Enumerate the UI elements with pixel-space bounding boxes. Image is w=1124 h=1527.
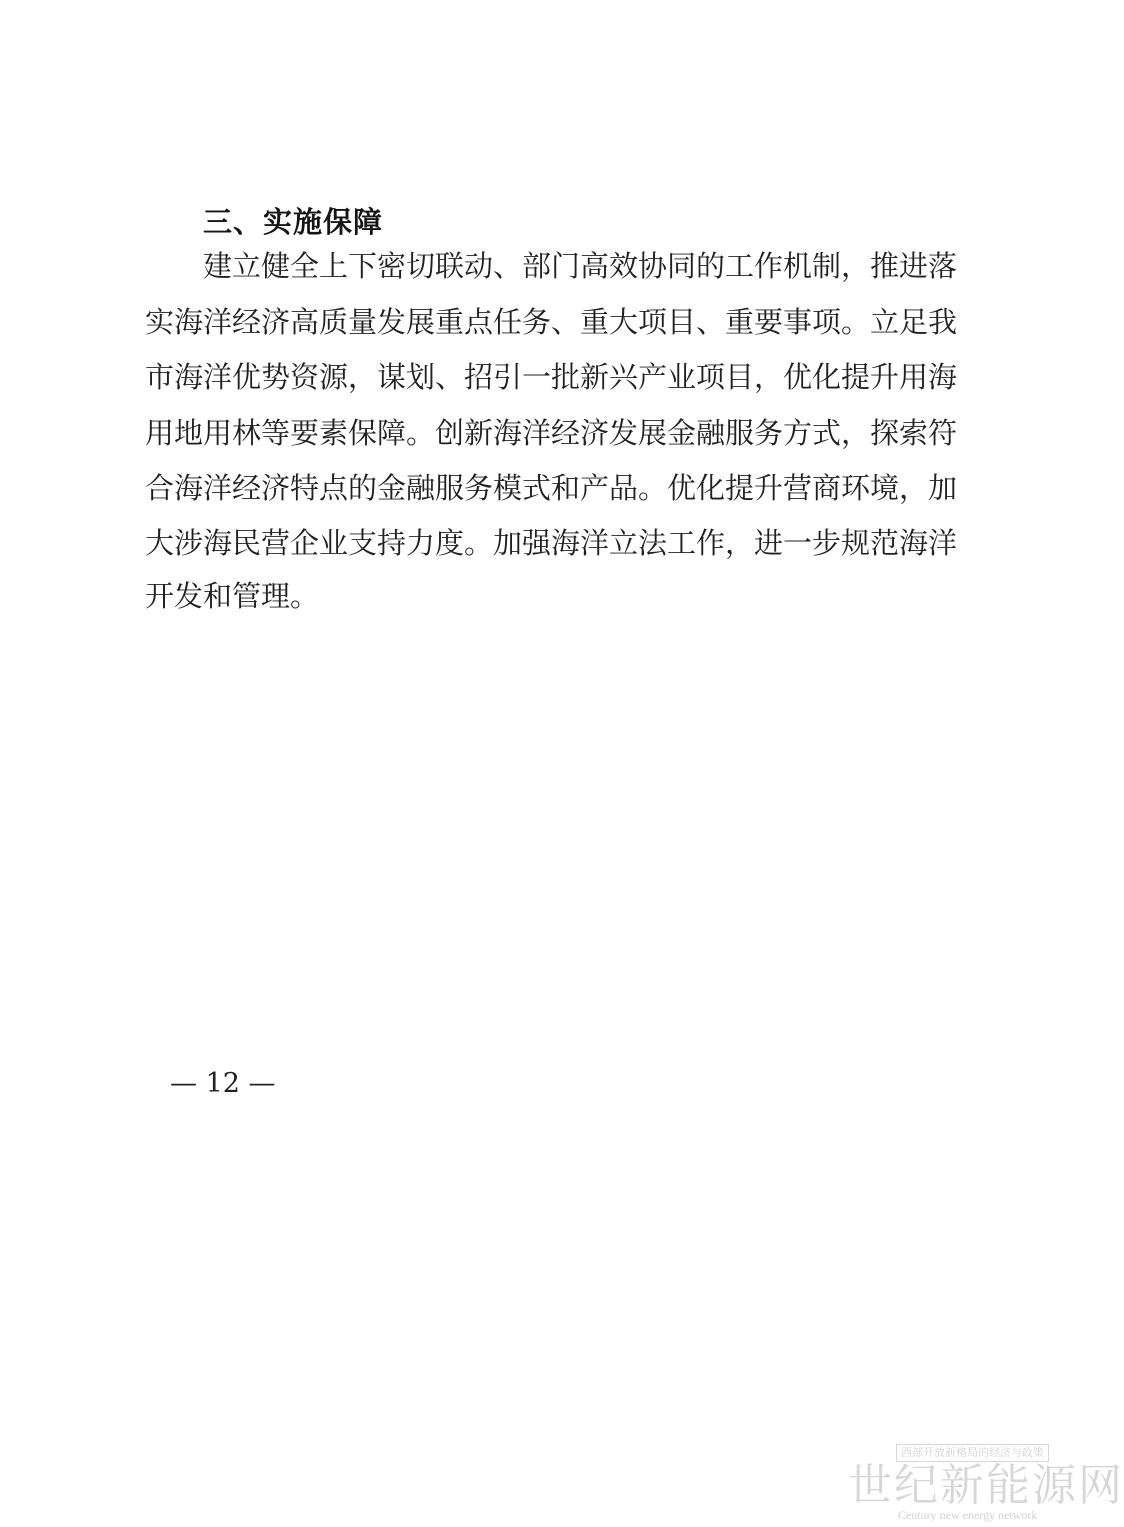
watermark-english: Century new energy network (898, 1508, 1038, 1522)
paragraph-line: 用地用林等要素保障。创新海洋经济发展金融服务方式，探索符 (145, 416, 958, 450)
watermark-logo (848, 1444, 1124, 1524)
paragraph-line: 合海洋经济特点的金融服务模式和产品。优化提升营商环境，加 (145, 471, 958, 505)
watermark-subtitle: 西部开放新格局的经济与政策 (896, 1444, 1049, 1462)
paragraph-line: 实海洋经济高质量发展重点任务、重大项目、重要事项。立足我 (145, 305, 958, 339)
page-number: — 12 — (170, 1068, 276, 1099)
section-heading: 三、实施保障 (203, 205, 384, 239)
watermark-name: 世纪新能源网 (848, 1460, 1124, 1511)
paragraph-line: 大涉海民营企业支持力度。加强海洋立法工作，进一步规范海洋 (145, 526, 958, 560)
paragraph-line: 市海洋优势资源，谋划、招引一批新兴产业项目，优化提升用海 (145, 360, 958, 394)
paragraph-line: 开发和管理。 (145, 579, 320, 613)
paragraph-line: 建立健全上下密切联动、部门高效协同的工作机制，推进落 (203, 249, 958, 283)
